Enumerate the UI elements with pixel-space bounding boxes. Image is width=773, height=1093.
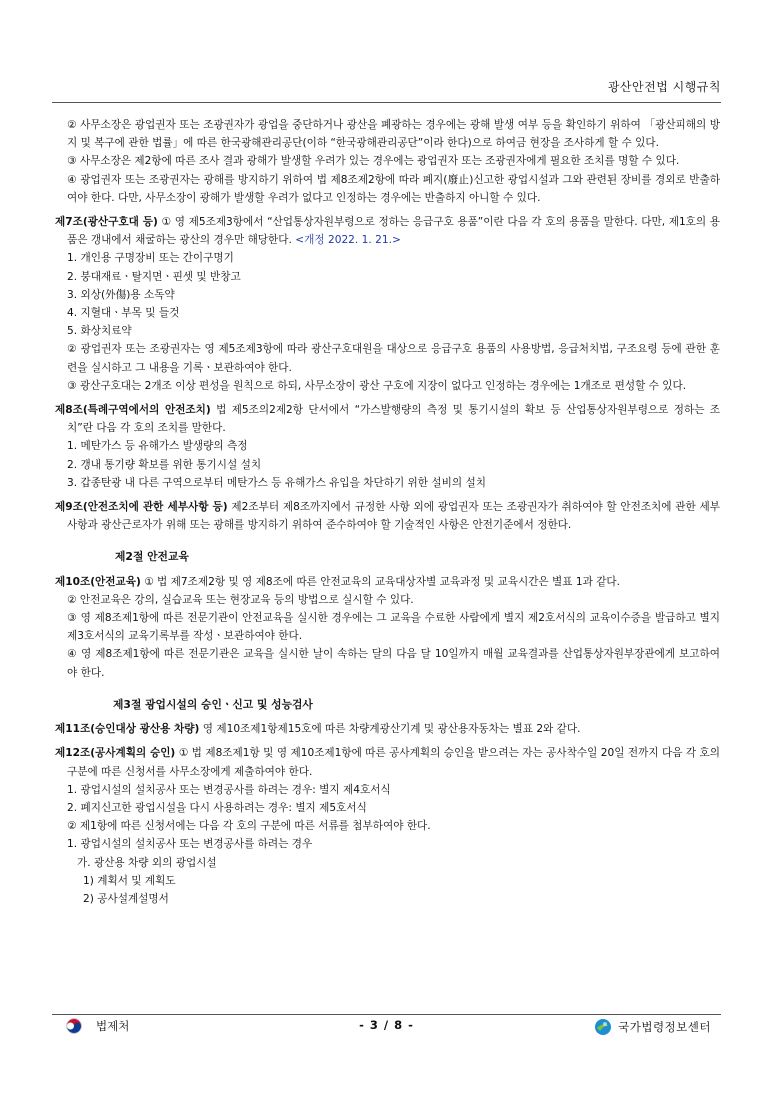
footer-right [594, 1018, 711, 1036]
paragraph: ③ 영 제8조제1항에 따른 전문기관이 안전교육을 실시한 경우에는 그 교육을 수료한 사람에게 별지 제2호서식의 교육이수증을 발급하고 별지 제3호서식의 교육기록부를 작성ㆍ보관하여야 한다. [67, 612, 721, 643]
article-title: 제12조(공사계획의 승인) [55, 747, 176, 760]
spacer [55, 534, 720, 548]
paragraph: 2. 갱내 통기량 확보를 위한 통기시설 설치 [67, 458, 262, 471]
section-heading: 제2절 안전교육 [115, 550, 189, 564]
article-title: 제11조(승인대상 광산용 차량) [55, 723, 200, 736]
section-heading: 제3절 광업시설의 승인ㆍ신고 및 성능검사 [113, 697, 313, 711]
running-header: 광산안전법 시행규칙 [607, 80, 721, 94]
paragraph: ④ 영 제8조제1항에 따른 전문기관은 교육을 실시한 날이 속하는 달의 다음 달 10일까지 매월 교육결과를 산업통상자원부장관에게 보고하여야 한다. [67, 648, 720, 679]
paragraph: ③ 광산구호대는 2개조 이상 편성을 원칙으로 하되, 사무소장이 광산 구호에 지장이 없다고 인정하는 경우에는 1개조로 편성할 수 있다. [67, 379, 687, 392]
paragraph: 1) 계획서 및 계획도 [83, 874, 176, 887]
paragraph: 1. 광업시설의 설치공사 또는 변경공사를 하려는 경우 [67, 838, 313, 851]
paragraph: 제12조(공사계획의 승인) ① 법 제8조제1항 및 영 제10조제1항에 따른 공사계획의 승인을 받으려는 자는 공사착수일 20일 전까지 다음 각 호의 구분에 따른 신청서를 사무소장에게 제출하여야 한다. [55, 747, 721, 778]
paragraph: ③ 사무소장은 제2항에 따른 조사 결과 광해가 발생할 우려가 있는 경우에는 광업권자 또는 조광권자에게 필요한 조치를 명할 수 있다. [67, 155, 680, 168]
paragraph: 제10조(안전교육) ① 법 제7조제2항 및 영 제8조에 따른 안전교육의 교육대상자별 교육과정 및 교육시간은 별표 1과 같다. [55, 575, 621, 588]
paragraph: 1. 개인용 구명장비 또는 간이구명기 [67, 252, 234, 265]
article-title: 제10조(안전교육) [55, 575, 141, 588]
paragraph: 1. 메탄가스 등 유해가스 발생량의 측정 [67, 440, 248, 453]
paragraph: ④ 광업권자 또는 조광권자는 광해를 방지하기 위하여 법 제8조제2항에 따라 폐지(廢止)신고한 광업시설과 그와 관련된 장비를 경외로 반출하여야 한다. 다만, 사무소장이 광해가 발생할 우려가 없다고 인정하는 경우에는 반출하지 아니할 수 있다. [67, 173, 720, 204]
paragraph: 제9조(안전조치에 관한 세부사항 등) 제2조부터 제8조까지에서 규정한 사항 외에 광업권자 또는 조광권자가 취하여야 할 안전조치에 관한 세부사항과 광산근로자가 위해 또는 광해를 방지하기 위하여 준수하여야 할 기술적인 사항은 안전기준에서 정한다. [55, 501, 720, 532]
paragraph: 2. 붕대재료ㆍ탈지면ㆍ핀셋 및 반창고 [67, 270, 241, 283]
paragraph: 1. 광업시설의 설치공사 또는 변경공사를 하려는 경우: 별지 제4호서식 [67, 783, 391, 796]
footer-rule [52, 1014, 721, 1015]
spacer [55, 682, 720, 696]
paragraph: 4. 지혈대ㆍ부목 및 들것 [67, 307, 180, 320]
article-title: 제8조(특례구역에서의 안전조치) [55, 404, 211, 417]
paragraph: 5. 화상치료약 [67, 325, 132, 338]
paragraph: 제8조(특례구역에서의 안전조치) 법 제5조의2제2항 단서에서 “가스발행량의 측정 및 통기시설의 확보 등 산업통상자원부령으로 정하는 조치”란 다음 각 호의 조치를 말한다. [55, 404, 720, 435]
article-title: 제7조(광산구호대 등) [55, 216, 158, 229]
page-number: - 3 / 8 - [359, 1018, 414, 1032]
paragraph: ② 안전교육은 강의, 실습교육 또는 현장교육 등의 방법으로 실시할 수 있다. [67, 593, 414, 606]
paragraph: 2) 공사설계설명서 [83, 892, 169, 905]
paragraph: ② 광업권자 또는 조광권자는 영 제5조제3항에 따라 광산구호대원을 대상으로 응급구호 용품의 사용방법, 응급처치법, 구조요령 등에 관한 훈련을 실시하고 그 내용을 기록ㆍ보관하여야 한다. [67, 343, 720, 374]
paragraph: ② 제1항에 따른 신청서에는 다음 각 호의 구분에 따른 서류를 첨부하여야 한다. [67, 820, 431, 833]
paragraph: ② 사무소장은 광업권자 또는 조광권자가 광업을 중단하거나 광산을 폐광하는 경우에는 광해 발생 여부 등을 확인하기 위하여 「광산피해의 방지 및 복구에 관한 법률」에 따른 한국광해관리공단(이하 “한국광해관리공단”이라 한다)으로 하여금 현장을 조사하게 할 수 있다. [67, 119, 720, 150]
law-center-logo-icon [594, 1018, 612, 1036]
paragraph: 3. 갑종탄광 내 다른 구역으로부터 메탄가스 등 유해가스 유입을 차단하기 위한 설비의 설치 [67, 476, 486, 489]
paragraph: 제7조(광산구호대 등) ① 영 제5조제3항에서 “산업통상자원부령으로 정하는 응급구호 용품”이란 다음 각 호의 용품을 말한다. 다만, 제1호의 용품은 갱내에서 채굴하는 광산의 경우만 해당한다. <개정 2022. 1. 21.> [55, 216, 720, 247]
article-title: 제9조(안전조치에 관한 세부사항 등) [55, 501, 228, 514]
paragraph: 2. 폐지신고한 광업시설을 다시 사용하려는 경우: 별지 제5호서식 [67, 801, 367, 814]
footer-right-label: 국가법령정보센터 [618, 1020, 711, 1034]
footer-left-label: 법제처 [96, 1019, 130, 1033]
document-body [55, 116, 720, 908]
amendment-note[interactable]: <개정 2022. 1. 21.> [295, 234, 401, 247]
paragraph: 제11조(승인대상 광산용 차량) 영 제10조제1항제15호에 따른 차량계광산기계 및 광산용자동차는 별표 2와 같다. [55, 723, 581, 736]
paragraph: 가. 광산용 차량 외의 광업시설 [77, 856, 217, 869]
paragraph: 3. 외상(外傷)용 소독약 [67, 288, 175, 301]
page-footer [52, 1018, 721, 1038]
header-rule [52, 102, 721, 103]
